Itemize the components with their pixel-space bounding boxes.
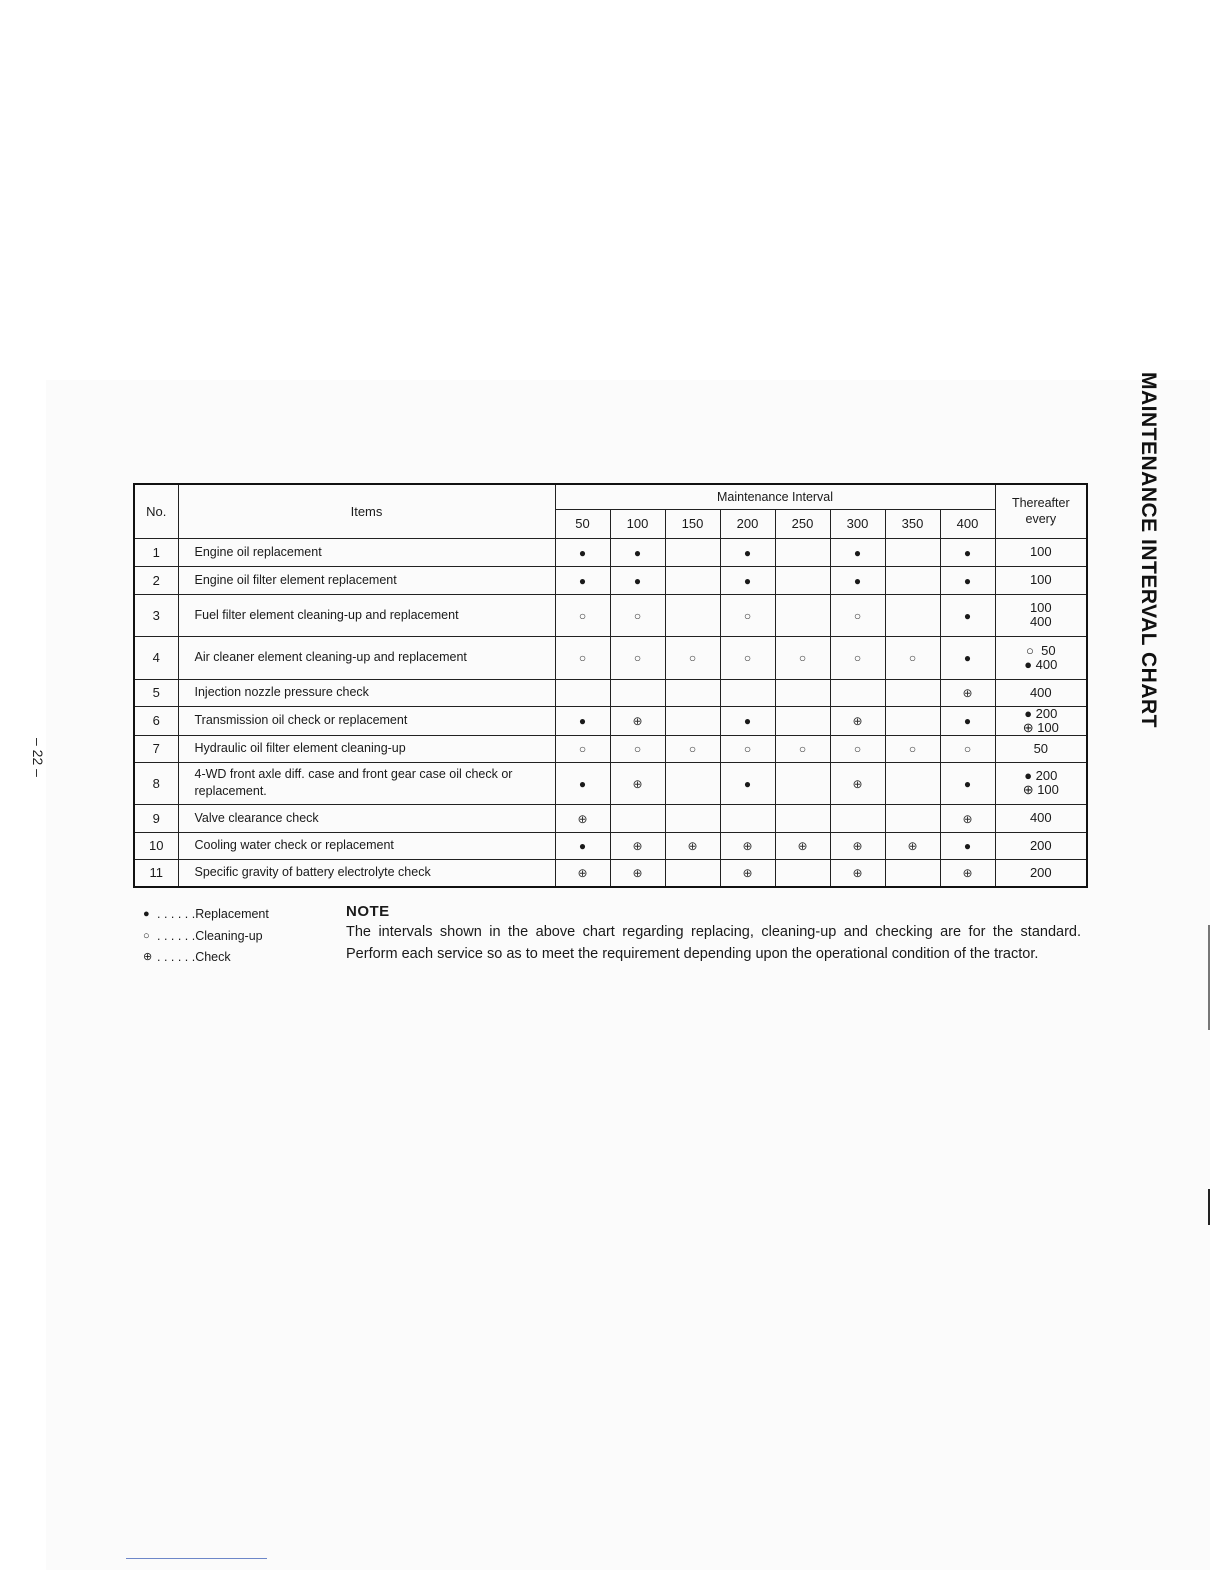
thereafter-value: 400 xyxy=(1029,684,1052,700)
interval-cell xyxy=(775,538,830,566)
scan-edge-mark xyxy=(1208,925,1210,1225)
legend xyxy=(143,904,343,969)
header-no: No. xyxy=(134,484,178,538)
replacement-mark: ● xyxy=(743,573,752,588)
thereafter-value: ● 200 xyxy=(1024,768,1058,783)
header-interval: 150 xyxy=(665,509,720,538)
row-number: 11 xyxy=(134,859,178,887)
thereafter-cell xyxy=(995,636,1087,679)
cleaning-mark: ○ xyxy=(743,651,752,665)
interval-cell xyxy=(610,762,665,804)
interval-cell xyxy=(830,636,885,679)
thereafter-value: 100 xyxy=(1029,572,1052,587)
header-items: Items xyxy=(178,484,555,538)
thereafter-value: 400 xyxy=(1029,810,1052,825)
thereafter-cell xyxy=(995,538,1087,566)
interval-cell xyxy=(830,762,885,804)
interval-cell xyxy=(775,706,830,735)
thereafter-cell xyxy=(995,859,1087,887)
check-mark: ⊕ xyxy=(907,839,918,853)
interval-cell xyxy=(610,566,665,594)
row-item: Specific gravity of battery electrolyte check xyxy=(178,859,555,887)
interval-cell xyxy=(555,679,610,706)
row-item: Valve clearance check xyxy=(178,804,555,832)
interval-cell xyxy=(940,735,995,762)
interval-cell xyxy=(775,804,830,832)
header-interval: 400 xyxy=(940,509,995,538)
legend-label: . . . . . .Cleaning-up xyxy=(157,928,263,943)
thereafter-value: ○ 50 xyxy=(1026,642,1056,658)
interval-cell xyxy=(665,566,720,594)
replacement-mark: ● xyxy=(578,573,587,588)
interval-cell xyxy=(885,804,940,832)
header-interval: 200 xyxy=(720,509,775,538)
interval-cell xyxy=(940,804,995,832)
interval-cell xyxy=(555,538,610,566)
interval-cell xyxy=(885,566,940,594)
replacement-mark: ● xyxy=(633,545,642,560)
header-maintenance-interval: Maintenance Interval xyxy=(555,484,995,509)
check-mark: ⊕ xyxy=(632,714,643,728)
interval-cell xyxy=(665,859,720,887)
table-row xyxy=(134,832,1087,859)
interval-cell xyxy=(610,859,665,887)
interval-cell xyxy=(940,832,995,859)
cleaning-mark: ○ xyxy=(853,608,862,623)
replacement-mark: ● xyxy=(578,714,587,728)
interval-cell xyxy=(665,636,720,679)
legend-symbol: ● xyxy=(143,908,150,920)
row-item: Engine oil filter element replacement xyxy=(178,566,555,594)
row-item: Air cleaner element cleaning-up and replacement xyxy=(178,636,555,679)
table-row xyxy=(134,538,1087,566)
interval-cell xyxy=(885,594,940,636)
interval-cell xyxy=(775,735,830,762)
cleaning-mark: ○ xyxy=(798,742,807,756)
check-mark: ⊕ xyxy=(852,714,863,728)
interval-cell xyxy=(885,859,940,887)
interval-cell xyxy=(665,735,720,762)
interval-cell xyxy=(885,735,940,762)
thereafter-value: 50 xyxy=(1033,740,1049,756)
replacement-mark: ● xyxy=(578,839,587,853)
header-thereafter: Thereafter every xyxy=(995,484,1087,538)
header-interval: 250 xyxy=(775,509,830,538)
interval-cell xyxy=(555,636,610,679)
replacement-mark: ● xyxy=(963,573,972,588)
cleaning-mark: ○ xyxy=(688,742,697,756)
thereafter-value: ● 200 xyxy=(1024,705,1058,721)
check-mark: ⊕ xyxy=(632,866,643,881)
thereafter-cell xyxy=(995,804,1087,832)
maintenance-interval-table xyxy=(133,483,1088,888)
interval-cell xyxy=(775,762,830,804)
interval-cell xyxy=(940,679,995,706)
bottom-rule xyxy=(126,1558,267,1559)
check-mark: ⊕ xyxy=(962,686,973,700)
interval-cell xyxy=(830,859,885,887)
interval-cell xyxy=(830,832,885,859)
legend-label: . . . . . .Check xyxy=(157,950,231,964)
check-mark: ⊕ xyxy=(577,811,588,826)
replacement-mark: ● xyxy=(578,776,587,791)
table-row xyxy=(134,679,1087,706)
note xyxy=(346,903,1081,965)
interval-cell xyxy=(720,859,775,887)
interval-cell xyxy=(610,594,665,636)
interval-cell xyxy=(830,735,885,762)
interval-cell xyxy=(720,804,775,832)
cleaning-mark: ○ xyxy=(853,742,862,756)
interval-cell xyxy=(830,679,885,706)
interval-cell xyxy=(610,636,665,679)
thereafter-value: 100 xyxy=(1029,544,1052,559)
interval-cell xyxy=(610,735,665,762)
interval-cell xyxy=(720,594,775,636)
interval-cell xyxy=(775,832,830,859)
legend-symbol: ⊕ xyxy=(143,951,153,963)
check-mark: ⊕ xyxy=(852,866,863,881)
interval-cell xyxy=(830,706,885,735)
thereafter-cell xyxy=(995,594,1087,636)
legend-item xyxy=(143,926,343,948)
interval-cell xyxy=(775,679,830,706)
interval-cell xyxy=(555,804,610,832)
row-number: 2 xyxy=(134,566,178,594)
replacement-mark: ● xyxy=(963,714,972,728)
interval-cell xyxy=(720,706,775,735)
interval-cell xyxy=(775,859,830,887)
table-row xyxy=(134,859,1087,887)
side-title-text: MAINTENANCE INTERVAL CHART xyxy=(1137,372,1160,729)
interval-cell xyxy=(720,636,775,679)
cleaning-mark: ○ xyxy=(578,742,587,756)
table-row xyxy=(134,735,1087,762)
legend-item xyxy=(143,947,343,969)
interval-cell xyxy=(940,566,995,594)
check-mark: ⊕ xyxy=(962,866,973,881)
interval-cell xyxy=(665,832,720,859)
interval-cell xyxy=(830,804,885,832)
interval-cell xyxy=(830,538,885,566)
thereafter-cell xyxy=(995,832,1087,859)
table-row xyxy=(134,706,1087,735)
replacement-mark: ● xyxy=(743,545,752,560)
page-number-text: – 22 – xyxy=(30,738,46,777)
replacement-mark: ● xyxy=(743,776,752,791)
replacement-mark: ● xyxy=(963,651,972,665)
interval-cell xyxy=(885,538,940,566)
row-number: 1 xyxy=(134,538,178,566)
row-number: 3 xyxy=(134,594,178,636)
interval-cell xyxy=(940,762,995,804)
interval-cell xyxy=(775,594,830,636)
header-interval: 300 xyxy=(830,509,885,538)
interval-cell xyxy=(830,594,885,636)
legend-item xyxy=(143,904,343,926)
table-row xyxy=(134,636,1087,679)
cleaning-mark: ○ xyxy=(578,651,587,665)
interval-cell xyxy=(720,735,775,762)
thereafter-cell xyxy=(995,762,1087,804)
interval-cell xyxy=(885,762,940,804)
interval-cell xyxy=(610,832,665,859)
interval-cell xyxy=(720,566,775,594)
replacement-mark: ● xyxy=(853,573,862,588)
interval-cell xyxy=(555,762,610,804)
interval-cell xyxy=(940,706,995,735)
row-item: Hydraulic oil filter element cleaning-up xyxy=(178,735,555,762)
row-number: 10 xyxy=(134,832,178,859)
interval-cell xyxy=(720,679,775,706)
cleaning-mark: ○ xyxy=(743,742,752,756)
replacement-mark: ● xyxy=(743,714,752,728)
cleaning-mark: ○ xyxy=(853,651,862,665)
interval-cell xyxy=(775,566,830,594)
check-mark: ⊕ xyxy=(687,839,698,853)
interval-cell xyxy=(775,636,830,679)
replacement-mark: ● xyxy=(963,608,972,623)
interval-cell xyxy=(610,706,665,735)
interval-cell xyxy=(610,679,665,706)
row-item: Injection nozzle pressure check xyxy=(178,679,555,706)
replacement-mark: ● xyxy=(963,776,972,791)
interval-cell xyxy=(830,566,885,594)
interval-cell xyxy=(940,636,995,679)
thereafter-value: ⊕ 100 xyxy=(1022,782,1059,797)
interval-cell xyxy=(555,594,610,636)
check-mark: ⊕ xyxy=(632,776,643,791)
thereafter-cell xyxy=(995,735,1087,762)
interval-cell xyxy=(610,538,665,566)
header-interval: 100 xyxy=(610,509,665,538)
cleaning-mark: ○ xyxy=(633,651,642,665)
cleaning-mark: ○ xyxy=(908,742,917,756)
interval-cell xyxy=(555,832,610,859)
replacement-mark: ● xyxy=(963,545,972,560)
row-item: Cooling water check or replacement xyxy=(178,832,555,859)
cleaning-mark: ○ xyxy=(688,651,697,665)
check-mark: ⊕ xyxy=(742,839,753,853)
replacement-mark: ● xyxy=(853,545,862,560)
interval-cell xyxy=(940,859,995,887)
legend-label: . . . . . .Replacement xyxy=(157,907,269,921)
interval-cell xyxy=(885,679,940,706)
cleaning-mark: ○ xyxy=(633,608,642,623)
check-mark: ⊕ xyxy=(797,839,808,853)
interval-cell xyxy=(665,538,720,566)
table-row xyxy=(134,594,1087,636)
interval-cell xyxy=(885,832,940,859)
page-number xyxy=(28,738,58,778)
table-row xyxy=(134,566,1087,594)
interval-cell xyxy=(885,636,940,679)
row-number: 4 xyxy=(134,636,178,679)
note-text: The intervals shown in the above chart regarding replacing, cleaning-up and checking are for the standard. Perform each service so as to meet the requirement depending upon the operational condition of the tractor. xyxy=(346,924,1081,962)
check-mark: ⊕ xyxy=(577,866,588,881)
table-row xyxy=(134,804,1087,832)
row-number: 8 xyxy=(134,762,178,804)
interval-cell xyxy=(555,566,610,594)
row-item: Engine oil replacement xyxy=(178,538,555,566)
thereafter-value: ⊕ 100 xyxy=(1022,719,1059,735)
replacement-mark: ● xyxy=(633,573,642,588)
interval-cell xyxy=(555,735,610,762)
cleaning-mark: ○ xyxy=(963,742,972,756)
interval-cell xyxy=(665,706,720,735)
thereafter-value: 200 xyxy=(1029,837,1052,853)
interval-cell xyxy=(665,594,720,636)
row-item: 4-WD front axle diff. case and front gear case oil check or replacement. xyxy=(178,762,555,804)
thereafter-value: 400 xyxy=(1029,614,1052,629)
check-mark: ⊕ xyxy=(852,776,863,791)
thereafter-cell xyxy=(995,706,1087,735)
row-number: 6 xyxy=(134,706,178,735)
row-number: 5 xyxy=(134,679,178,706)
thereafter-cell xyxy=(995,566,1087,594)
interval-cell xyxy=(940,594,995,636)
check-mark: ⊕ xyxy=(852,839,863,853)
row-number: 7 xyxy=(134,735,178,762)
header-interval: 350 xyxy=(885,509,940,538)
cleaning-mark: ○ xyxy=(743,608,752,623)
interval-cell xyxy=(665,679,720,706)
thereafter-value: 100 xyxy=(1029,600,1052,615)
cleaning-mark: ○ xyxy=(908,651,917,665)
thereafter-cell xyxy=(995,679,1087,706)
interval-cell xyxy=(720,762,775,804)
cleaning-mark: ○ xyxy=(798,651,807,665)
check-mark: ⊕ xyxy=(632,839,643,853)
interval-cell xyxy=(885,706,940,735)
interval-cell xyxy=(665,762,720,804)
cleaning-mark: ○ xyxy=(633,742,642,756)
interval-cell xyxy=(610,804,665,832)
thereafter-value: 200 xyxy=(1029,864,1052,880)
replacement-mark: ● xyxy=(963,839,972,853)
table-row xyxy=(134,762,1087,804)
legend-symbol: ○ xyxy=(143,929,150,942)
interval-cell xyxy=(940,538,995,566)
thereafter-value: ● 400 xyxy=(1024,656,1058,672)
check-mark: ⊕ xyxy=(742,866,753,881)
row-number: 9 xyxy=(134,804,178,832)
cleaning-mark: ○ xyxy=(578,608,587,623)
header-interval: 50 xyxy=(555,509,610,538)
row-item: Fuel filter element cleaning-up and replacement xyxy=(178,594,555,636)
interval-cell xyxy=(555,859,610,887)
interval-cell xyxy=(665,804,720,832)
replacement-mark: ● xyxy=(578,545,587,560)
row-item: Transmission oil check or replacement xyxy=(178,706,555,735)
interval-cell xyxy=(720,832,775,859)
check-mark: ⊕ xyxy=(962,811,973,826)
note-title: NOTE xyxy=(346,903,390,920)
interval-cell xyxy=(555,706,610,735)
side-title xyxy=(1137,372,1170,729)
interval-cell xyxy=(720,538,775,566)
